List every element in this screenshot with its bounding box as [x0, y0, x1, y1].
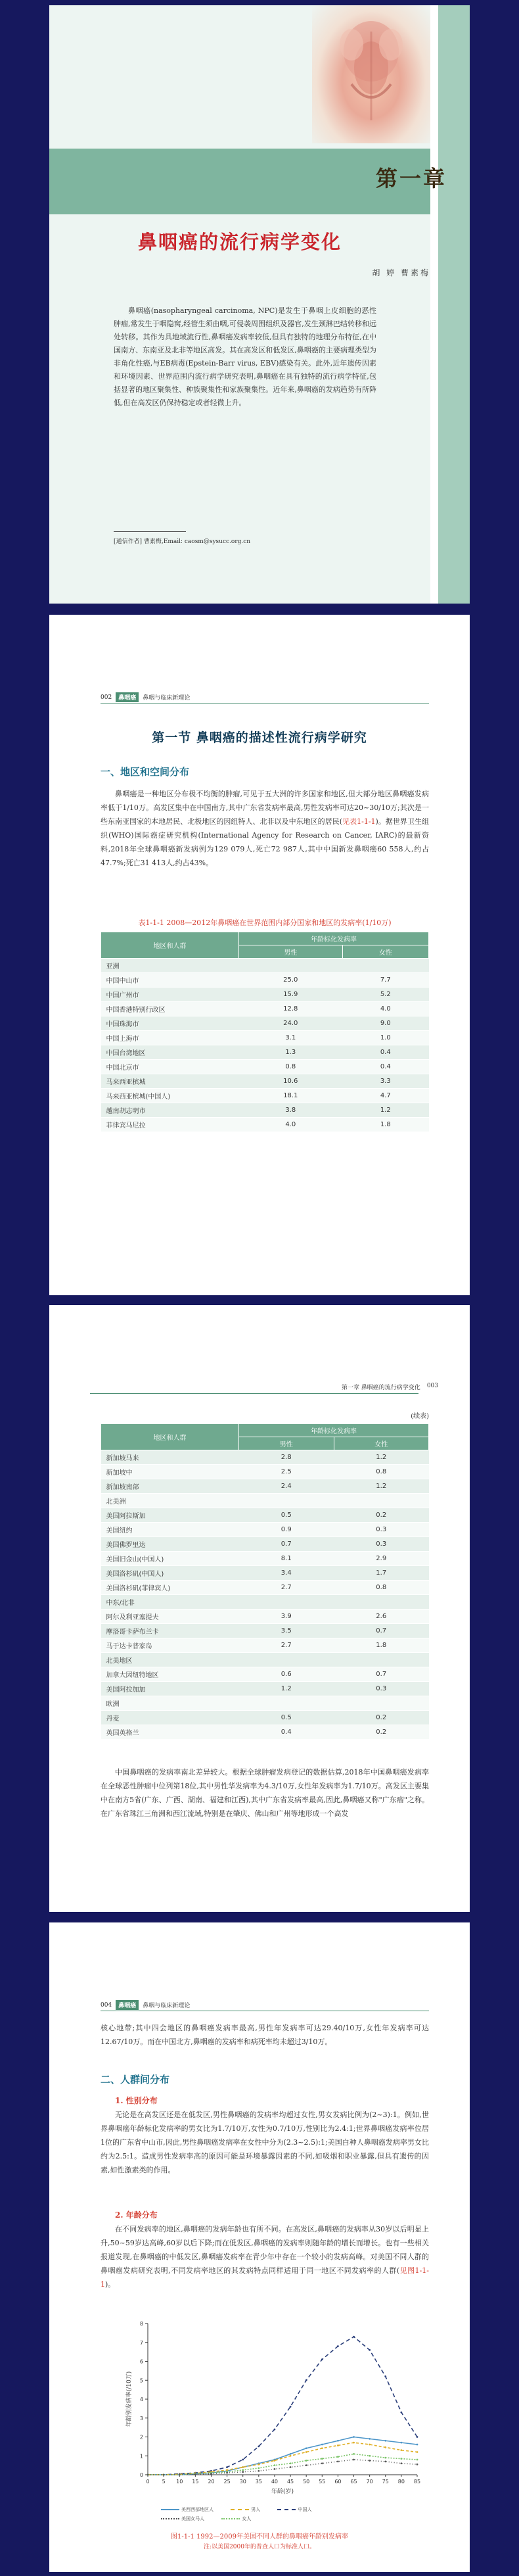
- table-cell-male: [239, 1595, 334, 1610]
- table-cell-female: [334, 1696, 429, 1711]
- table-row: [101, 1682, 429, 1696]
- incidence-table-continued: [101, 1423, 429, 1740]
- table-row: [101, 1016, 429, 1031]
- table-row: [101, 1479, 429, 1494]
- legend-item: 美西西部地区人: [161, 2506, 214, 2513]
- data-point: [321, 2358, 323, 2360]
- x-tick-label: 50: [303, 2479, 310, 2485]
- table-cell-region: 美国纽约: [101, 1523, 239, 1537]
- data-point: [290, 2462, 292, 2464]
- anatomy-illustration-icon: [312, 5, 430, 143]
- table-cell-region: 北美洲: [101, 1494, 239, 1508]
- data-point: [242, 2466, 244, 2468]
- table-cell-region: 中国上海市: [101, 1031, 239, 1045]
- table-cell-region: 欧洲: [101, 1696, 239, 1711]
- x-tick-label: 15: [192, 2479, 199, 2485]
- table-row: [101, 1089, 429, 1103]
- table-cell-male: 2.7: [239, 1638, 334, 1653]
- table-cell-female: 1.2: [334, 1450, 429, 1465]
- table-cell-female: 4.7: [342, 1089, 428, 1103]
- x-tick-label: 75: [382, 2479, 389, 2485]
- table-reference-link[interactable]: 见表1-1-1: [342, 817, 376, 826]
- margin-band: [438, 5, 470, 604]
- table-cell-region: 马来西亚槟城: [101, 1074, 239, 1089]
- page-number: 003: [426, 1383, 438, 1389]
- series-line-0: [148, 2337, 417, 2475]
- data-point: [194, 2473, 196, 2475]
- running-tag: 鼻咽癌: [116, 692, 139, 702]
- table-row: [101, 1494, 429, 1508]
- data-point: [337, 2445, 339, 2446]
- table-cell-male: 18.1: [239, 1089, 343, 1103]
- table-caption: 表1-1-1 2008—2012年鼻咽癌在世界范围内部分国家和地区的发病率(1/10万): [138, 918, 392, 927]
- data-point: [321, 2444, 323, 2446]
- data-point: [258, 2470, 260, 2472]
- table-cell-male: 1.2: [239, 1682, 334, 1696]
- x-axis-label: 年龄(岁): [271, 2489, 294, 2495]
- x-tick-label: 35: [255, 2479, 262, 2485]
- table-cell-female: 1.0: [342, 1031, 428, 1045]
- x-tick-label: 60: [334, 2479, 342, 2485]
- figure-caption: 图1-1-1 1992—2009年美国不同人群的鼻咽癌年龄别发病率: [171, 2533, 348, 2540]
- y-tick-label: 3: [139, 2415, 143, 2421]
- table-cell-female: 1.8: [334, 1638, 429, 1653]
- table-row: [101, 1725, 429, 1740]
- data-point: [417, 2459, 418, 2461]
- table-cell-region: 中东/北非: [101, 1595, 239, 1610]
- table-row: [101, 1537, 429, 1552]
- series-line-1: [148, 2437, 417, 2475]
- data-point: [400, 2442, 402, 2444]
- data-point: [226, 2469, 228, 2471]
- table-cell-female: [334, 1494, 429, 1508]
- chapter-title-page: [49, 5, 470, 604]
- x-tick-label: 65: [350, 2479, 357, 2485]
- data-point: [274, 2460, 276, 2462]
- data-point: [321, 2458, 323, 2460]
- data-point: [179, 2474, 181, 2476]
- data-point: [163, 2474, 165, 2476]
- figure-reference-link[interactable]: 见图1-1-1: [101, 2266, 429, 2289]
- data-point: [258, 2464, 260, 2466]
- table-cell-female: 0.4: [342, 1045, 428, 1060]
- age-incidence-chart: [49, 2310, 470, 2501]
- figure-note: 注:以美国2000年的普查人口为标准人口。: [204, 2544, 315, 2550]
- data-point: [242, 2471, 244, 2473]
- header-rule: [90, 1393, 418, 1394]
- series-line-4: [148, 2460, 417, 2475]
- table-cell-female: 3.3: [342, 1074, 428, 1089]
- table-cell-male: 3.4: [239, 1566, 334, 1581]
- table-cell-female: 0.2: [334, 1711, 429, 1725]
- table-cell-region: 新加坡马来: [101, 1450, 239, 1465]
- y-tick-label: 6: [139, 2358, 143, 2365]
- column-header-female: 女性: [342, 945, 428, 959]
- table-cell-female: 4.0: [342, 1002, 428, 1016]
- correspondence-note: [通信作者] 曹素梅,Email: caosm@sysucc.org.cn: [114, 538, 251, 545]
- data-point: [290, 2406, 292, 2408]
- table-cell-region: 中国北京市: [101, 1060, 239, 1074]
- data-point: [353, 2436, 355, 2438]
- table-cell-female: [342, 959, 428, 973]
- data-point: [290, 2455, 292, 2457]
- table-cell-male: 2.7: [239, 1581, 334, 1595]
- data-point: [400, 2412, 402, 2414]
- x-tick-label: 0: [146, 2479, 150, 2485]
- data-point: [305, 2460, 307, 2462]
- heading-population-distribution: 二、人群间分布: [101, 2074, 170, 2086]
- table-row: [101, 988, 429, 1002]
- table-cell-male: 3.5: [239, 1624, 334, 1638]
- table-cell-male: 2.8: [239, 1450, 334, 1465]
- table-cell-region: 摩洛哥卡萨布兰卡: [101, 1624, 239, 1638]
- table-cell-female: 0.2: [334, 1508, 429, 1523]
- chart-legend: [161, 2506, 327, 2513]
- page-number: 002: [101, 694, 112, 701]
- column-header-group: 年龄标化发病率: [239, 932, 429, 945]
- table-cell-region: 新加坡南部: [101, 1479, 239, 1494]
- table-cell-female: 1.2: [334, 1479, 429, 1494]
- table-cell-region: 美国阿拉斯加: [101, 1508, 239, 1523]
- table-row: [101, 1624, 429, 1638]
- page-003: [49, 1305, 470, 1912]
- data-point: [369, 2455, 371, 2457]
- table-cell-male: 3.9: [239, 1610, 334, 1624]
- margin-stripe: [430, 5, 438, 604]
- table-cell-male: 24.0: [239, 1016, 343, 1031]
- column-header-region: 地区和人群: [101, 1424, 239, 1450]
- table-cell-region: 中国台湾地区: [101, 1045, 239, 1060]
- table-cell-female: 0.8: [334, 1465, 429, 1479]
- column-header-male: 男性: [239, 1437, 334, 1450]
- table-cell-region: 菲律宾马尼拉: [101, 1118, 239, 1132]
- data-point: [337, 2460, 339, 2462]
- data-point: [353, 2459, 355, 2461]
- section-title: 第一节 鼻咽癌的描述性流行病学研究: [152, 730, 367, 745]
- table-cell-region: 马来西亚槟城(中国人): [101, 1089, 239, 1103]
- table-row: [101, 1581, 429, 1595]
- data-point: [321, 2447, 323, 2449]
- legend-item: 女人: [221, 2516, 251, 2522]
- data-point: [210, 2473, 212, 2475]
- data-point: [321, 2462, 323, 2464]
- table-cell-region: 中国中山市: [101, 973, 239, 988]
- table-row: [101, 1002, 429, 1016]
- chapter-title: 鼻咽癌的流行病学变化: [137, 231, 342, 253]
- table-row: [101, 1653, 429, 1667]
- table-cell-male: 12.8: [239, 1002, 343, 1016]
- x-tick-label: 5: [162, 2479, 166, 2485]
- paragraph-age: [101, 2222, 429, 2291]
- data-point: [369, 2349, 371, 2351]
- table-cell-male: 0.8: [239, 1060, 343, 1074]
- x-tick-label: 20: [208, 2479, 215, 2485]
- table-row: [101, 1552, 429, 1566]
- table-row: [101, 1523, 429, 1537]
- table-cell-male: 0.9: [239, 1523, 334, 1537]
- table-cell-male: [239, 959, 343, 973]
- data-point: [384, 2460, 386, 2462]
- page-004: [49, 1922, 470, 2572]
- table-cell-male: 4.0: [239, 1118, 343, 1132]
- incidence-table: [101, 932, 429, 1132]
- data-point: [384, 2457, 386, 2459]
- table-cell-region: 新加坡中: [101, 1465, 239, 1479]
- table-cell-region: 亚洲: [101, 959, 239, 973]
- table-row: [101, 1638, 429, 1653]
- data-point: [226, 2472, 228, 2474]
- paragraph-text: 在不同发病率的地区,鼻咽癌的发病年龄也有所不同。在高发区,鼻咽癌的发病率从30岁以后明显上升,50~59岁达高峰,60岁以后下降;而在低发区,鼻咽癌的发病率则随年龄的增长而增长。也有一些相关报道发现,在鼻咽癌的中低发区,鼻咽癌发病率在青少年中存在一个较小的发病高峰。对美国不同人群的鼻咽癌发病研究表明,不同发病率地区的其发病特点同样适用于同一地区不同发病率的人群(: [101, 2225, 429, 2275]
- table-row: [101, 1711, 429, 1725]
- y-tick-label: 2: [139, 2434, 143, 2441]
- heading-spatial-distribution: 一、地区和空间分布: [101, 766, 190, 778]
- data-point: [258, 2445, 260, 2447]
- table-cell-female: 0.7: [334, 1624, 429, 1638]
- page-002: [49, 615, 470, 1295]
- x-tick-label: 45: [286, 2479, 294, 2485]
- data-point: [290, 2466, 292, 2468]
- footnote-rule: [114, 531, 186, 532]
- paragraph-spatial: [101, 787, 429, 870]
- column-header-region: 地区和人群: [101, 932, 239, 959]
- table-row: [101, 1118, 429, 1132]
- data-point: [337, 2345, 339, 2347]
- table-cell-female: 2.9: [334, 1552, 429, 1566]
- legend-line-icon: [231, 2509, 249, 2510]
- x-tick-label: 55: [319, 2479, 326, 2485]
- data-point: [274, 2429, 276, 2431]
- data-point: [384, 2446, 386, 2448]
- table-cell-region: 马于达卡普家岛: [101, 1638, 239, 1653]
- y-tick-label: 1: [139, 2453, 143, 2460]
- chart-legend-row2: [161, 2516, 267, 2522]
- data-point: [417, 2444, 418, 2446]
- column-header-group: 年龄标化发病率: [239, 1424, 429, 1437]
- table-cell-female: [334, 1653, 429, 1667]
- data-point: [305, 2464, 307, 2466]
- table-cell-male: 8.1: [239, 1552, 334, 1566]
- continued-label: (续表): [411, 1413, 429, 1420]
- table-cell-female: 0.3: [334, 1537, 429, 1552]
- table-cell-region: 中国香港特别行政区: [101, 1002, 239, 1016]
- running-title: 第一章 鼻咽癌的流行病学变化: [341, 1385, 420, 1391]
- paragraph-sex: 无论是在高发区还是在低发区,男性鼻咽癌的发病率均超过女性,男女发病比例为(2~3):1。例如,世界鼻咽癌年龄标化发病率的男女比为1.7/10万,女性为0.7/10万,性别比为2.4:1;世界鼻咽癌发病率位居1位的广东省中山市,因此,男性鼻咽癌发病率在女性中分为(2.3~2.5):1;美国白种人鼻咽癌发病率男女比约为2.5:1。造成男性发病率高的原因可能是环境暴露因素的不同,如吸烟和职业暴露,但具有遗传的因素,如性激素类的作用。: [101, 2111, 429, 2174]
- y-tick-label: 8: [139, 2321, 143, 2327]
- subheading-sex: 1. 性别分布: [115, 2096, 158, 2105]
- subheading-age: 2. 年龄分布: [115, 2210, 158, 2220]
- data-point: [417, 2436, 418, 2438]
- table-row: [101, 1103, 429, 1118]
- table-cell-female: 1.8: [342, 1118, 428, 1132]
- paragraph-text: )。据世界卫生组织(WHO)国际癌症研究机构(International Agency for Research on Cancer, IARC)的最新资料,2018年全球鼻咽癌新发病例为129 079人,死亡72 987人,其中中国新发鼻咽癌60 558人,约占47.7%;死亡31 413人,约占43%。: [101, 817, 429, 867]
- legend-line-icon: [161, 2509, 179, 2510]
- running-header: [101, 2000, 190, 2010]
- table-cell-male: [239, 1696, 334, 1711]
- table-row: [101, 1508, 429, 1523]
- data-point: [369, 2438, 371, 2440]
- table-cell-region: 美国佛罗里达: [101, 1537, 239, 1552]
- column-header-female: 女性: [334, 1437, 429, 1450]
- data-point: [305, 2451, 307, 2453]
- table-row: [101, 1060, 429, 1074]
- data-point: [274, 2468, 276, 2470]
- y-axis-label: 年龄别发病率(/10万): [126, 2371, 133, 2427]
- table-cell-male: 1.3: [239, 1045, 343, 1060]
- x-tick-label: 25: [223, 2479, 231, 2485]
- data-point: [258, 2468, 260, 2469]
- table-cell-female: 0.4: [342, 1060, 428, 1074]
- page-number: 004: [101, 2001, 112, 2009]
- table-cell-male: 3.8: [239, 1103, 343, 1118]
- table-cell-male: 0.7: [239, 1537, 334, 1552]
- y-tick-label: 7: [139, 2339, 143, 2346]
- table-cell-male: 0.6: [239, 1667, 334, 1682]
- chapter-banner: [49, 149, 430, 214]
- table-cell-male: [239, 1653, 334, 1667]
- data-point: [369, 2460, 371, 2462]
- data-point: [384, 2375, 386, 2377]
- column-header-male: 男性: [239, 945, 343, 959]
- table-cell-female: 0.3: [334, 1682, 429, 1696]
- data-point: [290, 2453, 292, 2455]
- data-point: [400, 2462, 402, 2464]
- x-tick-label: 80: [397, 2479, 405, 2485]
- header-rule: [101, 703, 429, 704]
- data-point: [337, 2440, 339, 2442]
- table-row: [101, 1595, 429, 1610]
- legend-line-icon: [221, 2518, 240, 2519]
- y-tick-label: 0: [139, 2472, 143, 2478]
- y-tick-label: 4: [139, 2397, 143, 2402]
- table-cell-region: 英国英格兰: [101, 1725, 239, 1740]
- data-point: [353, 2453, 355, 2455]
- legend-item: 男人: [231, 2506, 260, 2513]
- table-row: [101, 1045, 429, 1060]
- data-point: [337, 2456, 339, 2458]
- table-cell-region: 越南胡志明市: [101, 1103, 239, 1118]
- table-cell-male: [239, 1494, 334, 1508]
- table-cell-male: 2.5: [239, 1465, 334, 1479]
- table-row: [101, 1450, 429, 1465]
- table-row: [101, 1667, 429, 1682]
- table-cell-male: 0.5: [239, 1508, 334, 1523]
- table-row: [101, 1031, 429, 1045]
- data-point: [226, 2466, 228, 2468]
- table-row: [101, 973, 429, 988]
- table-cell-region: 丹麦: [101, 1711, 239, 1725]
- x-tick-label: 10: [176, 2479, 183, 2485]
- series-line-2: [148, 2443, 417, 2475]
- table-cell-male: 15.9: [239, 988, 343, 1002]
- x-tick-label: 40: [271, 2479, 279, 2485]
- table-cell-region: 北美地区: [101, 1653, 239, 1667]
- table-cell-region: 美国洛杉矶(菲律宾人): [101, 1581, 239, 1595]
- table-cell-region: 中国广州市: [101, 988, 239, 1002]
- data-point: [305, 2379, 307, 2381]
- table-row: [101, 1465, 429, 1479]
- table-row: [101, 1610, 429, 1624]
- paragraph-text: 鼻咽癌是一种地区分布极不均衡的肿瘤,可见于五大洲的许多国家和地区,但大部分地区鼻咽癌发病率低于1/10万。高发区集中在中国南方,其中广东省发病率最高,男性发病率可达20~30/10万;其次是一些东南亚国家的本地居民、北极地区的因纽特人、北非以及中东地区的居民(: [101, 790, 429, 826]
- table-cell-female: 1.2: [342, 1103, 428, 1118]
- table-cell-region: 阿尔及利亚塞提夫: [101, 1610, 239, 1624]
- table-row: [101, 1696, 429, 1711]
- data-point: [417, 2451, 418, 2453]
- table-cell-female: 0.2: [334, 1725, 429, 1740]
- running-title: 鼻咽与临床新理论: [143, 695, 191, 702]
- table-cell-region: 加拿大因纽特地区: [101, 1667, 239, 1682]
- table-cell-female: 2.6: [334, 1610, 429, 1624]
- data-point: [353, 2336, 355, 2338]
- table-cell-region: 美国阿拉加加: [101, 1682, 239, 1696]
- paragraph-text: )。: [105, 2280, 116, 2289]
- table-cell-male: 0.4: [239, 1725, 334, 1740]
- authors: 胡 婷 曹素梅: [372, 268, 430, 277]
- table-cell-female: [334, 1595, 429, 1610]
- running-header: [101, 692, 190, 702]
- legend-line-icon: [277, 2509, 296, 2510]
- y-tick-label: 5: [139, 2377, 143, 2384]
- table-cell-female: 0.7: [334, 1667, 429, 1682]
- data-point: [417, 2464, 418, 2466]
- data-point: [274, 2464, 276, 2466]
- data-point: [353, 2442, 355, 2444]
- table-row: [101, 1566, 429, 1581]
- paragraph-china-distribution: 中国鼻咽癌的发病率南北差异较大。根据全球肿瘤发病登记的数据估算,2018年中国鼻咽癌发病率在全球恶性肿瘤中位列第18位,其中男性华发病率为4.3/10万,女性年发病率为1.7/10万。高发区主要集中在南方5省(广东、广西、湖南、福建和江西),其中广东省发病率最高,因此,鼻咽癌又称"广东瘤"之称。在广东省珠江三角洲和西江流域,特别是在肇庆、佛山和广州等地形成一个高发: [101, 1768, 429, 1818]
- data-point: [400, 2458, 402, 2460]
- data-point: [242, 2469, 244, 2471]
- table-cell-male: 25.0: [239, 973, 343, 988]
- data-point: [369, 2444, 371, 2446]
- paragraph-core-area: 核心地带;其中四会地区的鼻咽癌发病率最高,男性年发病率可达29.40/10万,女性年发病率可达12.67/10万。而在中国北方,鼻咽癌的发病率和病死率均未超过3/10万。: [101, 2024, 429, 2046]
- x-tick-label: 30: [239, 2479, 246, 2485]
- x-tick-label: 85: [413, 2479, 421, 2485]
- table-row: [101, 959, 429, 973]
- table-cell-male: 10.6: [239, 1074, 343, 1089]
- table-cell-female: 7.7: [342, 973, 428, 988]
- legend-item: 美国女马人: [161, 2516, 204, 2522]
- data-point: [400, 2449, 402, 2451]
- table-cell-region: 美国旧金山(中国人): [101, 1552, 239, 1566]
- chapter-abstract: 鼻咽癌(nasopharyngeal carcinoma, NPC)是发生于鼻咽上皮细胞的恶性肿瘤,常发生于咽隐窝,经管生须由咽,可侵袭周围组织及器官,发生颈淋巴结转移和远处转移。其作为具地域流行性,鼻咽癌发病率较低,但具有独特的地理分布特征,在中国南方、东南亚及北非等地区高发。其在高发区和低发区,鼻咽癌的主要病理类型为非角化性癌,与EB病毒(Epstein-Barr virus, EBV)感染有关。此外,近年遗传因素和环境因素、世界范围内流行病学研究表明,鼻咽癌在具有独特的流行病学特征,包括显著的地区聚集性、种族聚集性和家族聚集性。近年来,鼻咽癌的发病趋势有所降低,但在高发区仍保持稳定或者轻微上升。: [114, 306, 376, 407]
- table-cell-male: 2.4: [239, 1479, 334, 1494]
- data-point: [384, 2440, 386, 2442]
- table-cell-female: 0.8: [334, 1581, 429, 1595]
- table-cell-female: 5.2: [342, 988, 428, 1002]
- table-cell-male: 0.5: [239, 1711, 334, 1725]
- table-row: [101, 1074, 429, 1089]
- data-point: [242, 2459, 244, 2461]
- running-tag: 鼻咽癌: [116, 2000, 139, 2010]
- running-title: 鼻咽与临床新理论: [143, 2003, 191, 2009]
- table-cell-female: 9.0: [342, 1016, 428, 1031]
- legend-item: 中国人: [277, 2506, 311, 2513]
- data-point: [305, 2447, 307, 2449]
- legend-line-icon: [161, 2518, 179, 2519]
- chapter-number: 第一章: [376, 166, 447, 191]
- table-cell-region: 中国珠海市: [101, 1016, 239, 1031]
- table-cell-female: 1.7: [334, 1566, 429, 1581]
- x-tick-label: 70: [366, 2479, 373, 2485]
- data-point: [147, 2474, 149, 2476]
- table-cell-region: 美国洛杉矶(中国人): [101, 1566, 239, 1581]
- running-header: [342, 1383, 438, 1391]
- table-cell-male: 3.1: [239, 1031, 343, 1045]
- table-cell-female: 0.3: [334, 1523, 429, 1537]
